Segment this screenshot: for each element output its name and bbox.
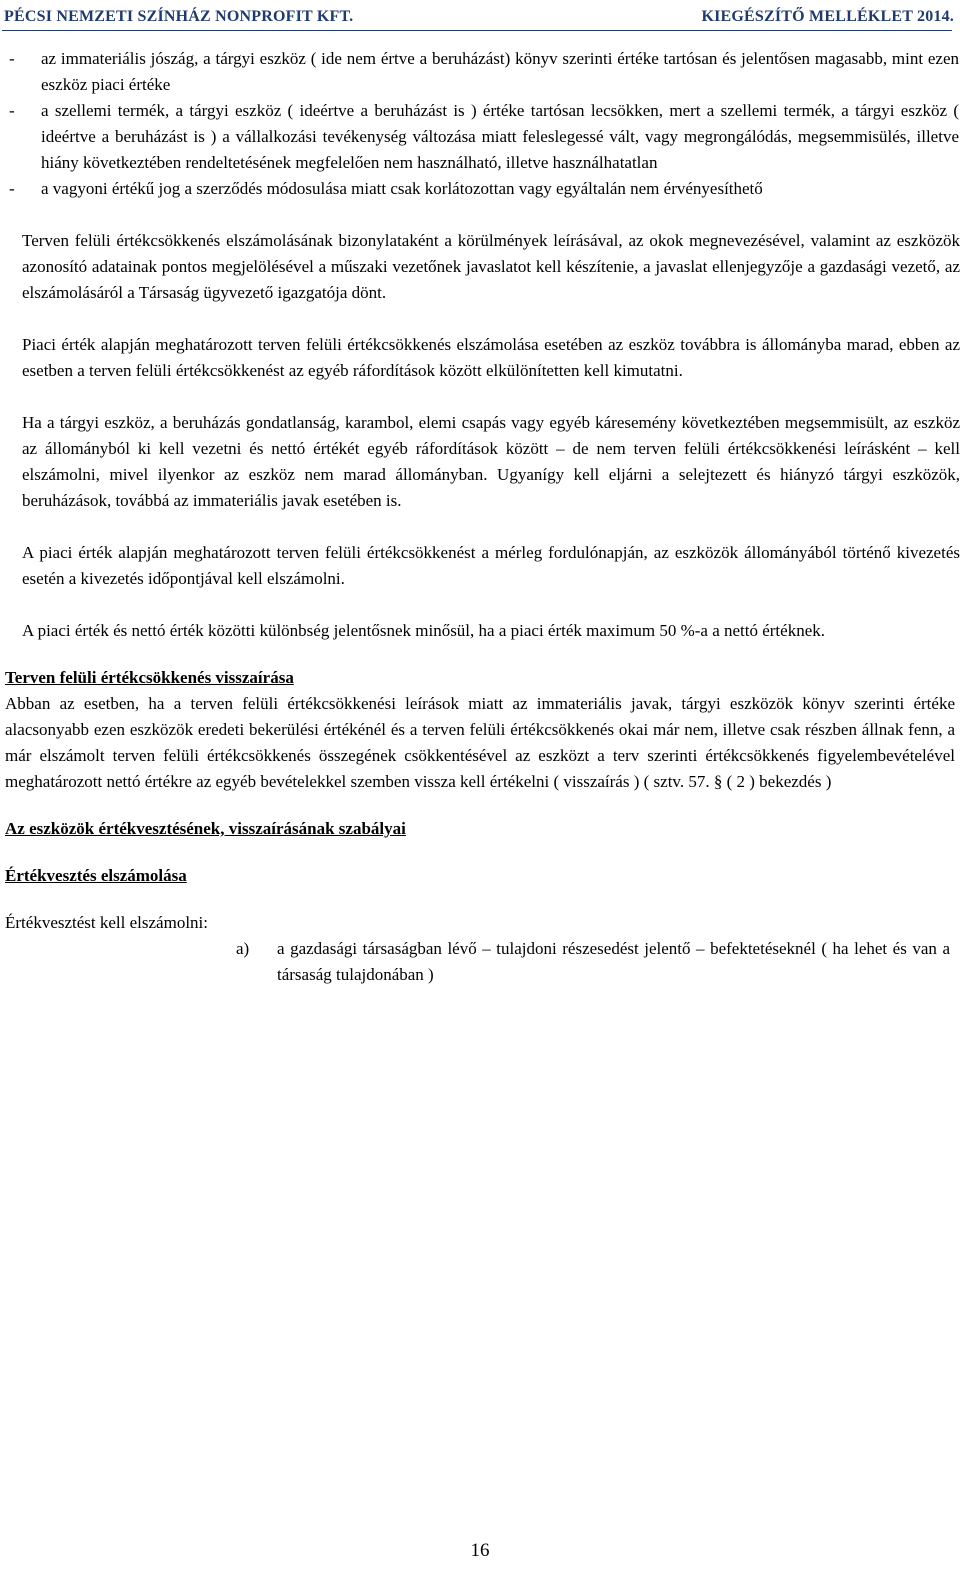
list-item-text: a gazdasági társaságban lévő – tulajdoni részesedést jelentő – befektetéseknél ( ha lehet és van a társaság tulajdonában ) [277, 939, 950, 984]
dash-bullet: - [9, 101, 15, 120]
section-heading: Értékvesztés elszámolása [5, 866, 187, 885]
dash-list [0, 46, 960, 202]
page-number: 16 [470, 1540, 490, 1561]
paragraph: A piaci érték és nettó érték közötti különbség jelentősnek minősül, ha a piaci érték maximum 50 %-a a nettó értéknek. [22, 621, 826, 640]
header-rule [2, 30, 952, 31]
list-intro: Értékvesztést kell elszámolni: [5, 913, 208, 932]
page-header [0, 8, 960, 32]
paragraph: Abban az esetben, ha a terven felüli értékcsökkenési leírások miatt az immateriális javak, tárgyi eszközök könyv szerinti értéke alacsonyabb ezen eszközök eredeti bekerülési értékénél és a terven felüli értékcsökkenés okai már nem, illetve csak részben állnak fenn, a már elszámolt terven felüli értékcsökkenés összegének csökkentésével az eszközt a terv szerinti értékcsökkenés figyelembevételével meghatározott nettó értékre az egyéb bevételekkel szemben vissza kell értékelni ( visszaírás ) ( sztv. 57. § ( 2 ) bekezdés ) [5, 694, 955, 791]
paragraph: Piaci érték alapján meghatározott terven felüli értékcsökkenés elszámolása esetében az eszköz továbbra is állományba marad, ebben az esetben a terven felüli értékcsökkenést az egyéb ráfordítások között elkülönítetten kell kimutatni. [22, 335, 960, 380]
section-heading: Az eszközök értékvesztésének, visszaírásának szabályai [5, 819, 406, 838]
list-item [9, 46, 959, 98]
list-item-text: a vagyoni értékű jog a szerződés módosulása miatt csak korlátozottan vagy egyáltalán nem érvényesíthető [41, 179, 763, 198]
list-item-text: az immateriális jószág, a tárgyi eszköz ( ide nem értve a beruházást) könyv szerinti értéke tartósan és jelentősen magasabb, mint ezen eszköz piaci értéke [41, 49, 959, 94]
dash-bullet: - [9, 179, 15, 198]
list-item [9, 176, 959, 202]
list-marker: a) [236, 939, 250, 958]
paragraph: A piaci érték alapján meghatározott terven felüli értékcsökkenést a mérleg fordulónapján, az eszközök állományából történő kivezetés esetén a kivezetés időpontjával kell elszámolni. [22, 543, 960, 588]
list-item [9, 98, 959, 176]
document-body [0, 46, 960, 988]
list-item-text: a szellemi termék, a tárgyi eszköz ( ideértve a beruházást is ) értéke tartósan lecsökken, mert a szellemi termék, a tárgyi eszköz ( ideértve a beruházást is ) a vállalkozási tevékenység változása miatt feleslegessé vált, vagy megrongálódás, megsemmisülés, illetve hiány következtében rendeltetésének megfelelően nem használható, illetve használhatatlan [41, 101, 959, 172]
list-item [0, 936, 950, 988]
section-heading: Terven felüli értékcsökkenés visszaírása [5, 668, 294, 687]
dash-bullet: - [9, 49, 15, 68]
header-title: KIEGÉSZÍTŐ MELLÉKLET 2014. [701, 8, 954, 25]
header-company: PÉCSI NEMZETI SZÍNHÁZ NONPROFIT KFT. [4, 8, 354, 25]
paragraph: Terven felüli értékcsökkenés elszámolásának bizonylataként a körülmények leírásával, az okok megnevezésével, valamint az eszközök azonosító adatainak pontos megjelölésével a műszaki vezetőnek javaslatot kell készítenie, a javaslat ellenjegyzője a gazdasági vezető, az elszámolásáról a Társaság ügyvezető igazgatója dönt. [22, 231, 960, 302]
paragraph: Ha a tárgyi eszköz, a beruházás gondatlanság, karambol, elemi csapás vagy egyéb káresemény következtében megsemmisült, az eszköz az állományból ki kell vezetni és nettó értékét egyéb ráfordítások között – de nem terven felüli értékcsökkenési leírásként – kell elszámolni, mivel ilyenkor az eszköz nem marad állományban. Ugyanígy kell eljárni a selejtezett és hiányzó tárgyi eszközök, beruházások, továbbá az immateriális javak esetében is. [22, 413, 960, 510]
